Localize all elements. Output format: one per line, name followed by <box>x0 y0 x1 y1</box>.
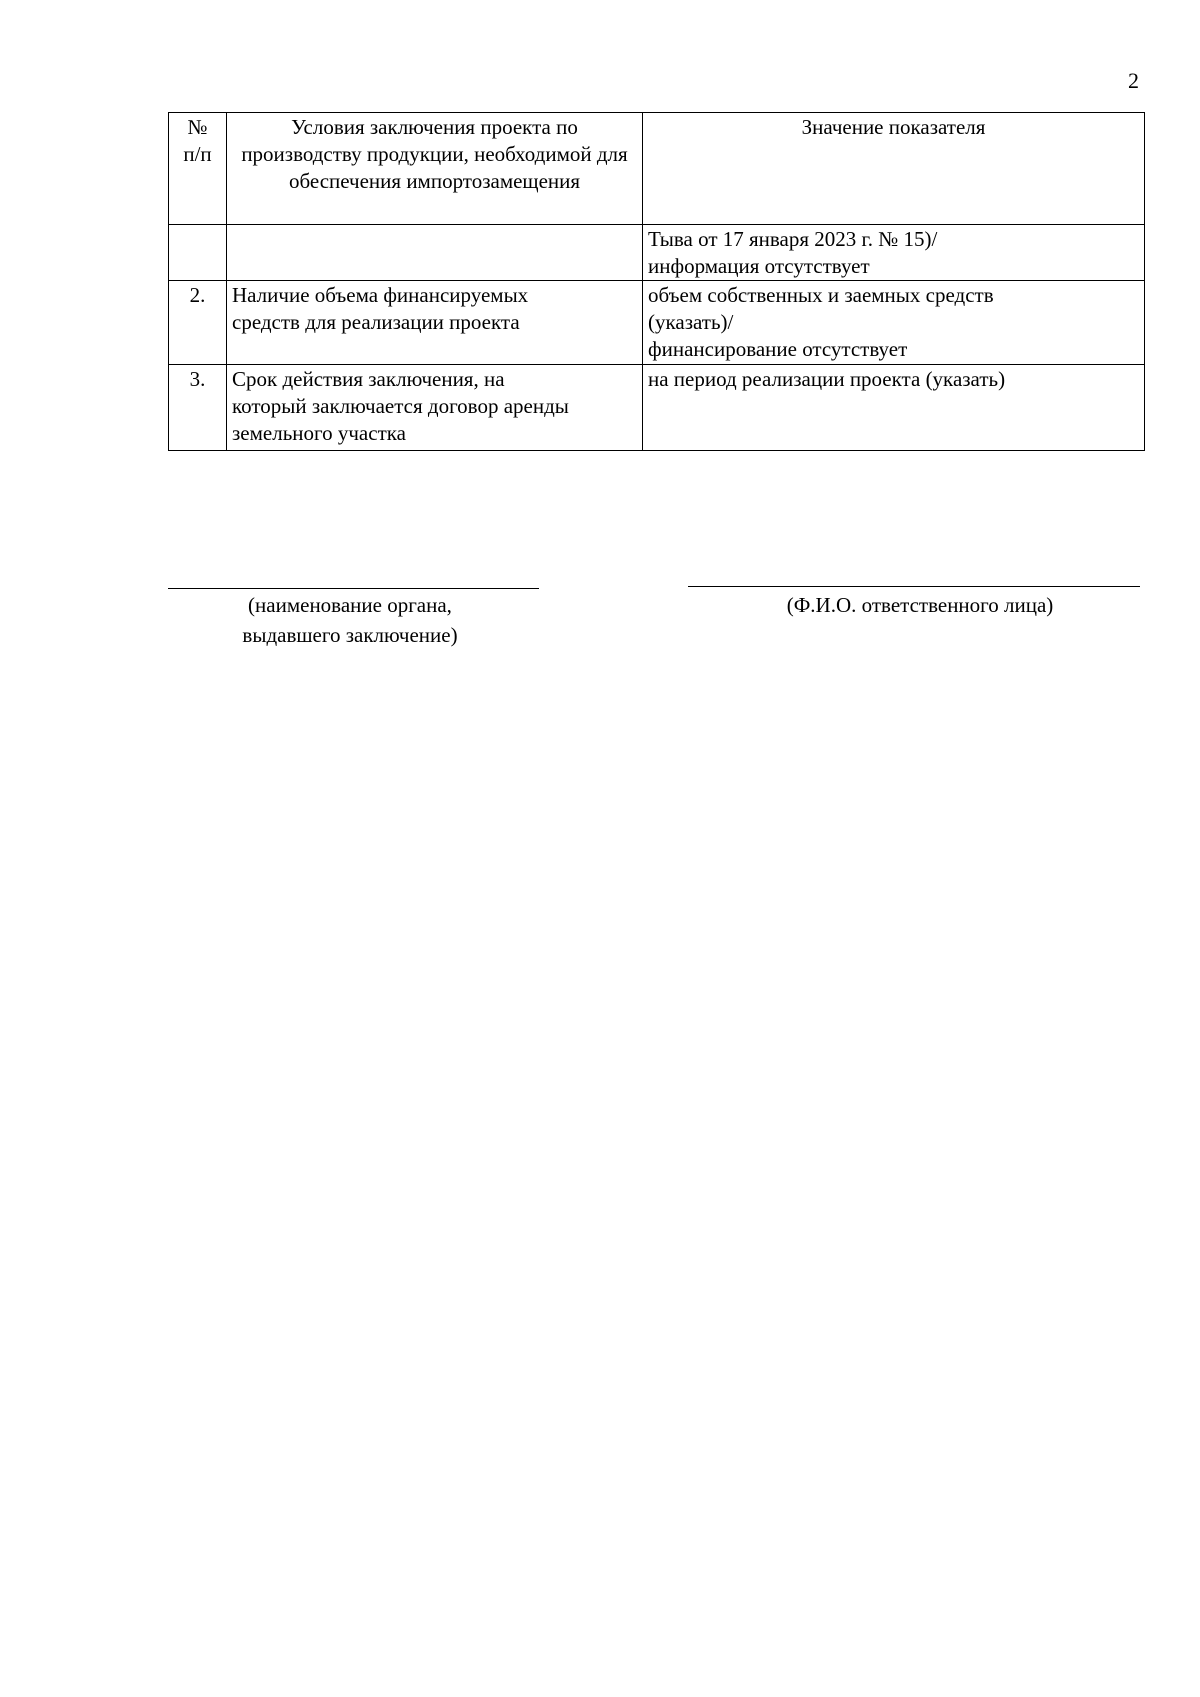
row-condition: Наличие объема финансируемых средств для реализации проекта <box>227 281 643 365</box>
row-condition: Срок действия заключения, на который заключается договор аренды земельного участка <box>227 365 643 451</box>
caption-responsible-person: (Ф.И.О. ответственного лица) <box>786 593 1054 617</box>
row-value: объем собственных и заемных средств (указать)/ финансирование отсутствует <box>643 281 1145 365</box>
caption-organization-line1: (наименование органа, <box>248 593 452 617</box>
header-value: Значение показателя <box>643 113 1145 225</box>
header-number-abbrev: п/п <box>183 142 212 166</box>
signature-caption-responsible-person <box>720 590 1120 620</box>
row-value: на период реализации проекта (указать) <box>643 365 1145 451</box>
table-header-row <box>169 113 1145 225</box>
conditions-table <box>168 112 1145 451</box>
row-number: 3. <box>169 365 227 451</box>
header-condition: Условия заключения проекта по производству продукции, необходимой для обеспечения импортозамещения <box>227 113 643 225</box>
header-number-symbol: № <box>187 115 208 139</box>
signature-caption-organization <box>200 590 500 650</box>
page-number: 2 <box>1128 68 1139 93</box>
row-value: Тыва от 17 января 2023 г. № 15)/ информация отсутствует <box>643 225 1145 281</box>
row-number: 2. <box>169 281 227 365</box>
header-number <box>169 113 227 225</box>
table-row <box>169 225 1145 281</box>
signature-line-organization <box>168 588 539 589</box>
table-row <box>169 365 1145 451</box>
signature-line-responsible-person <box>688 586 1140 587</box>
row-condition <box>227 225 643 281</box>
row-number <box>169 225 227 281</box>
table-row <box>169 281 1145 365</box>
caption-organization-line2: выдавшего заключение) <box>242 623 458 647</box>
